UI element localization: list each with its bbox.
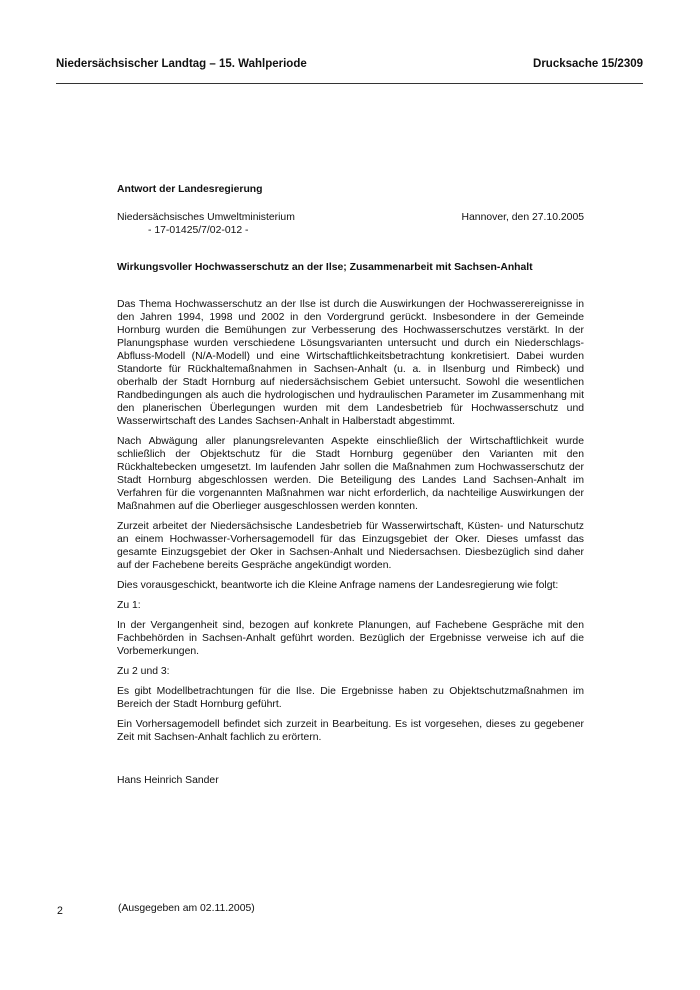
page-header bbox=[56, 57, 643, 71]
header-document-number: Drucksache 15/2309 bbox=[533, 58, 643, 70]
paragraph: Zurzeit arbeitet der Niedersächsische Landesbetrieb für Wasserwirtschaft, Küsten- und Naturschutz an einem Hochwasser-Vorhersagemodell für das Einzugsgebiet der Oker. Dieses umfasst das gesamte Einzugsgebiet der Oker in Sachsen-Anhalt und Niedersachsen. Diesbezüglich sind daher auf der Fachebene bereits Gespräche angekündigt worden. bbox=[117, 521, 584, 571]
paragraph: Das Thema Hochwasserschutz an der Ilse ist durch die Auswirkungen der Hochwasserereignisse in den Jahren 1994, 1998 und 2002 in den Vordergrund gerückt. Insbesondere in der Gemeinde Hornburg wurden die Bemühungen zur Verbesserung des Hochwasserschutzes verstärkt. In der Planungsphase wurden verschiedene Lösungsvarianten untersucht und durch ein Niederschlags-Abfluss-Modell (N/A-Modell) und eine Wirtschaftlichkeitsbetrachtung konkretisiert. Dabei wurden Standorte für Rückhaltemaßnahmen in Sachsen-Anhalt (u. a. in Ilsenburg und Rimbeck) und oberhalb der Stadt Hornburg auf niedersächsischem Gebiet untersucht. Sowohl die wesentlichen Randbedingungen als auch die hydrologischen und hydraulischen Parameter im Zusammenhang mit den planerischen Überlegungen wurden mit dem Landesbetrieb für Hochwasserschutz und Wasserwirtschaft des Landes Sachsen-Anhalt in Halberstadt abgestimmt. bbox=[117, 299, 584, 427]
document-body bbox=[117, 183, 584, 787]
question-label: Zu 1: bbox=[117, 600, 141, 611]
paragraph: Dies vorausgeschickt, beantworte ich die Kleine Anfrage namens der Landesregierung wie folgt: bbox=[117, 580, 559, 591]
signature: Hans Heinrich Sander bbox=[117, 775, 219, 786]
reference-number: - 17-01425/7/02-012 - bbox=[148, 225, 249, 236]
header-divider bbox=[56, 83, 643, 84]
paragraph: Ein Vorhersagemodell befindet sich zurzeit in Bearbeitung. Es ist vorgesehen, dieses zu gegebener Zeit mit Sachsen-Anhalt fachlich zu erörtern. bbox=[117, 719, 584, 743]
paragraph: Nach Abwägung aller planungsrelevanten Aspekte einschließlich der Wirtschaftlichkeit wurde schließlich der Objektschutz für die Stadt Hornburg gegenüber den Varianten mit den Rückhaltebecken umgesetzt. Im laufenden Jahr sollen die Maßnahmen zum Hochwasserschutz der Stadt Hornburg abgeschlossen werden. Die Beteiligung des Landes Land Sachsen-Anhalt im Verfahren für die vorgenannten Maßnahmen war nicht erforderlich, da nachteilige Auswirkungen der Maßnahmen auf die Oberlieger ausgeschlossen werden konnten. bbox=[117, 436, 584, 512]
header-parliament: Niedersächsischer Landtag – 15. Wahlperiode bbox=[56, 58, 307, 70]
response-title: Antwort der Landesregierung bbox=[117, 184, 263, 195]
question-label: Zu 2 und 3: bbox=[117, 666, 170, 677]
paragraph: Es gibt Modellbetrachtungen für die Ilse. Die Ergebnisse haben zu Objektschutzmaßnahmen im Bereich der Stadt Hornburg geführt. bbox=[117, 686, 584, 710]
sender-ministry: Niedersächsisches Umweltministerium bbox=[117, 212, 295, 223]
answer-text bbox=[117, 298, 584, 744]
place-date: Hannover, den 27.10.2005 bbox=[461, 212, 584, 223]
sender-row bbox=[117, 211, 584, 224]
paragraph: In der Vergangenheit sind, bezogen auf konkrete Planungen, auf Fachebene Gespräche mit den Fachbehörden in Sachsen-Anhalt geführt worden. Bezüglich der Ergebnisse verweise ich auf die Vorbemerkungen. bbox=[117, 620, 584, 657]
page-number: 2 bbox=[57, 905, 63, 917]
issued-date: (Ausgegeben am 02.11.2005) bbox=[118, 903, 255, 914]
subject-heading: Wirkungsvoller Hochwasserschutz an der Ilse; Zusammenarbeit mit Sachsen-Anhalt bbox=[117, 262, 533, 273]
